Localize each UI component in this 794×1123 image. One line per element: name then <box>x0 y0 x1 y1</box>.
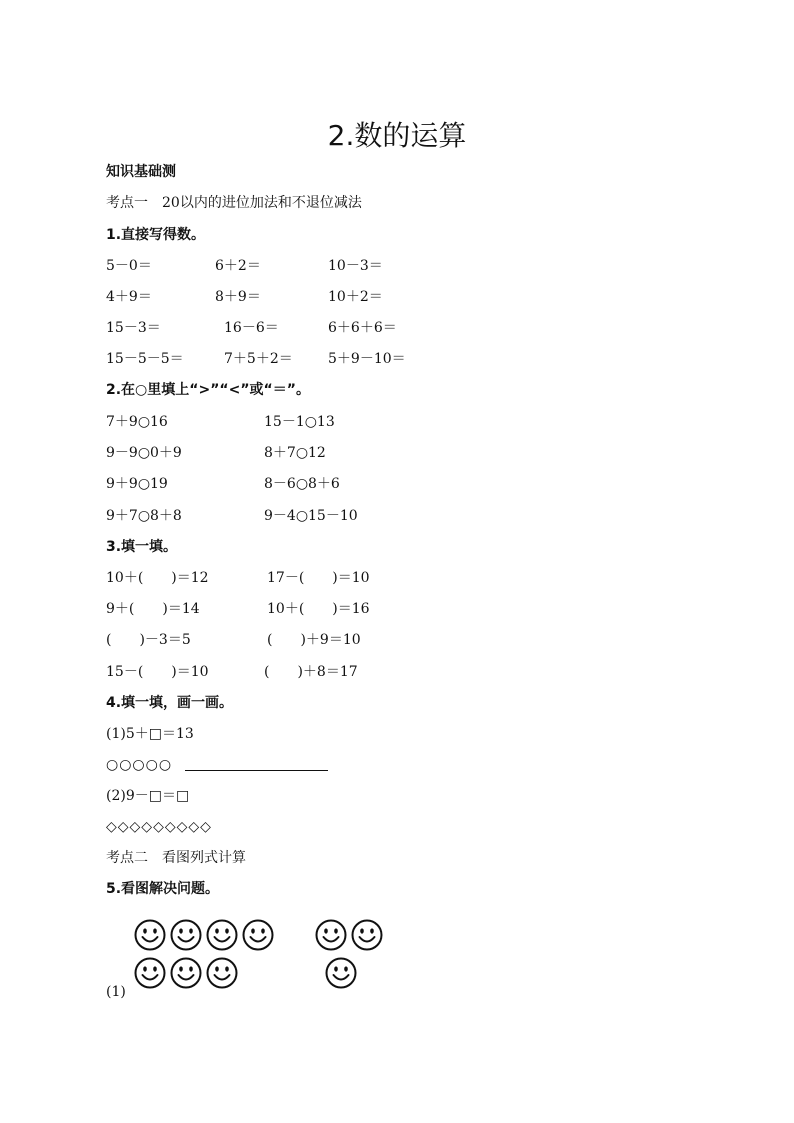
smiley-face-icon <box>170 957 202 989</box>
smiley-face-icon <box>134 919 166 951</box>
q1-item: 6＋2＝ <box>215 258 261 274</box>
q1-item: 15－3＝ <box>106 320 161 336</box>
q3-item: 10＋( )＝16 <box>267 601 370 617</box>
q3-item: 15－( )＝10 <box>106 664 209 680</box>
smiley-face-icon <box>325 957 357 989</box>
q1-item: 5－0＝ <box>106 258 152 274</box>
q3-item: 10＋( )＝12 <box>106 570 209 586</box>
question-3-heading: 3.填一填。 <box>106 539 178 555</box>
smiley-face-icon <box>351 919 383 951</box>
topic-heading-2: 考点二 看图列式计算 <box>106 850 246 866</box>
question-5-heading: 5.看图解决问题。 <box>106 881 220 897</box>
q4-part-1: (1)5＋□＝13 <box>106 726 194 742</box>
q4-circles: ○○○○○ <box>106 757 173 773</box>
q2-item: 8－6○8＋6 <box>264 476 340 492</box>
question-4-heading: 4.填一填，画一画。 <box>106 695 234 711</box>
q1-item: 5＋9－10＝ <box>328 351 406 367</box>
topic-heading-1: 考点一 20以内的进位加法和不退位减法 <box>106 195 362 211</box>
q1-item: 4＋9＝ <box>106 289 152 305</box>
q1-item: 16－6＝ <box>224 320 279 336</box>
q2-item: 9－4○15－10 <box>264 508 358 524</box>
q2-item: 9＋7○8＋8 <box>106 508 182 524</box>
question-2-heading: 2.在○里填上“>”“<”或“＝”。 <box>106 382 310 398</box>
q2-item: 9－9○0＋9 <box>106 445 182 461</box>
q3-item: 17－( )＝10 <box>267 570 370 586</box>
answer-blank-line <box>185 770 328 771</box>
q3-item: 9＋( )＝14 <box>106 601 200 617</box>
smiley-face-icon <box>206 957 238 989</box>
q2-item: 9＋9○19 <box>106 476 168 492</box>
smiley-face-icon <box>206 919 238 951</box>
q3-item: ( )＋8＝17 <box>264 664 358 680</box>
q2-item: 15－1○13 <box>264 414 335 430</box>
question-1-heading: 1.直接写得数。 <box>106 227 206 243</box>
q1-item: 7＋5＋2＝ <box>224 351 293 367</box>
q3-item: ( )－3＝5 <box>106 632 191 648</box>
q4-part-2: (2)9－□＝□ <box>106 788 190 804</box>
section-label: 知识基础测 <box>106 164 176 180</box>
q5-part-1-label: (1) <box>106 984 126 1000</box>
q1-item: 10＋2＝ <box>328 289 383 305</box>
q1-item: 8＋9＝ <box>215 289 261 305</box>
smiley-face-icon <box>242 919 274 951</box>
q1-item: 10－3＝ <box>328 258 383 274</box>
page-title: 2.数的运算 <box>327 119 467 152</box>
q4-diamonds: ◇◇◇◇◇◇◇◇◇ <box>106 819 212 835</box>
q3-item: ( )＋9＝10 <box>267 632 361 648</box>
smiley-face-icon <box>170 919 202 951</box>
smiley-face-icon <box>134 957 166 989</box>
q2-item: 7＋9○16 <box>106 414 168 430</box>
q2-item: 8＋7○12 <box>264 445 326 461</box>
smiley-face-icon <box>315 919 347 951</box>
q1-item: 15－5－5＝ <box>106 351 184 367</box>
q1-item: 6＋6＋6＝ <box>328 320 397 336</box>
